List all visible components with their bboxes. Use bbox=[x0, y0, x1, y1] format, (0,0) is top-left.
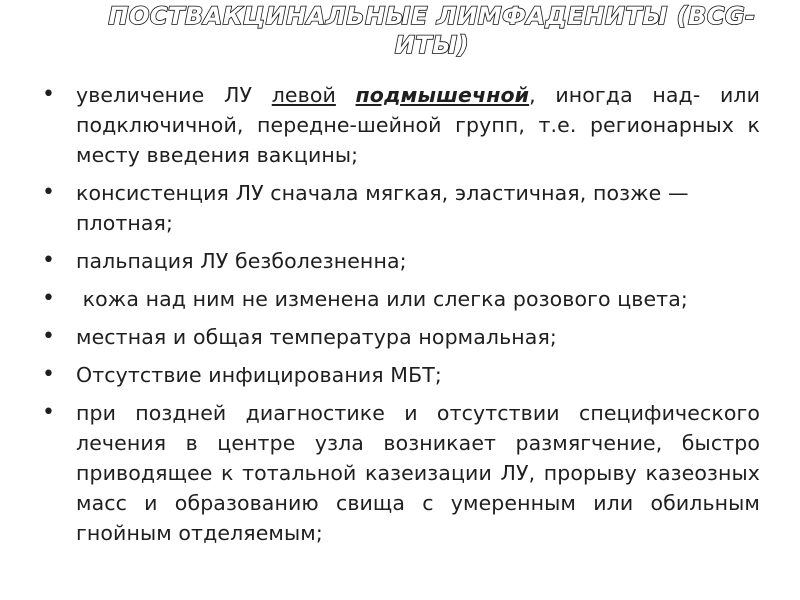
bullet-dot-icon: • bbox=[42, 180, 56, 205]
bullet-item-skin bbox=[0, 284, 800, 314]
bullet-item-palpation bbox=[0, 246, 800, 276]
underlined-word-left: левой bbox=[271, 83, 336, 107]
bullet-dot-icon: • bbox=[42, 362, 56, 387]
emphasized-word-axillary: подмышечной bbox=[355, 83, 530, 107]
slide-title bbox=[0, 0, 800, 64]
bullet-text-part: увеличение ЛУ bbox=[76, 83, 272, 107]
title-line-2: ИТЫ) bbox=[394, 31, 470, 59]
bullet-text: местная и общая температура нормальная; bbox=[76, 325, 557, 349]
bullet-dot-icon: • bbox=[42, 82, 56, 107]
bullet-item-lymph-node-enlargement bbox=[0, 80, 800, 170]
bullet-text: Отсутствие инфицирования МБТ; bbox=[76, 363, 442, 387]
bullet-item-no-mbt-infection bbox=[0, 360, 800, 390]
bullet-item-temperature bbox=[0, 322, 800, 352]
bullet-text: при поздней диагностике и отсутствии специфического лечения в центре узла возникает размягчение, быстро приводящее к тотальной казеизации ЛУ, прорыву казеозных масс и образованию свища с умеренным или обильным гнойным отделяемым; bbox=[76, 401, 760, 545]
bullet-dot-icon: • bbox=[42, 248, 56, 273]
bullet-item-late-diagnosis bbox=[0, 398, 800, 548]
title-outline-text bbox=[0, 0, 800, 64]
bullet-list bbox=[0, 80, 800, 556]
bullet-text-space bbox=[336, 83, 356, 107]
bullet-text: кожа над ним не изменена или слегка розового цвета; bbox=[76, 287, 688, 311]
bullet-dot-icon: • bbox=[42, 286, 56, 311]
bullet-dot-icon: • bbox=[42, 400, 56, 425]
bullet-text: консистенция ЛУ сначала мягкая, эластичная, позже — плотная; bbox=[76, 181, 689, 235]
bullet-text-rest: , иногда над- или подключичной, передне-шейной групп, т.е. регионарных к месту введения вакцины; bbox=[76, 83, 761, 167]
bullet-item-consistency bbox=[0, 178, 800, 238]
bullet-dot-icon: • bbox=[42, 324, 56, 349]
bullet-text: пальпация ЛУ безболезненна; bbox=[76, 249, 407, 273]
title-line-1: ПОСТВАКЦИНАЛЬНЫЕ ЛИМФАДЕНИТЫ (BCG- bbox=[108, 2, 756, 30]
